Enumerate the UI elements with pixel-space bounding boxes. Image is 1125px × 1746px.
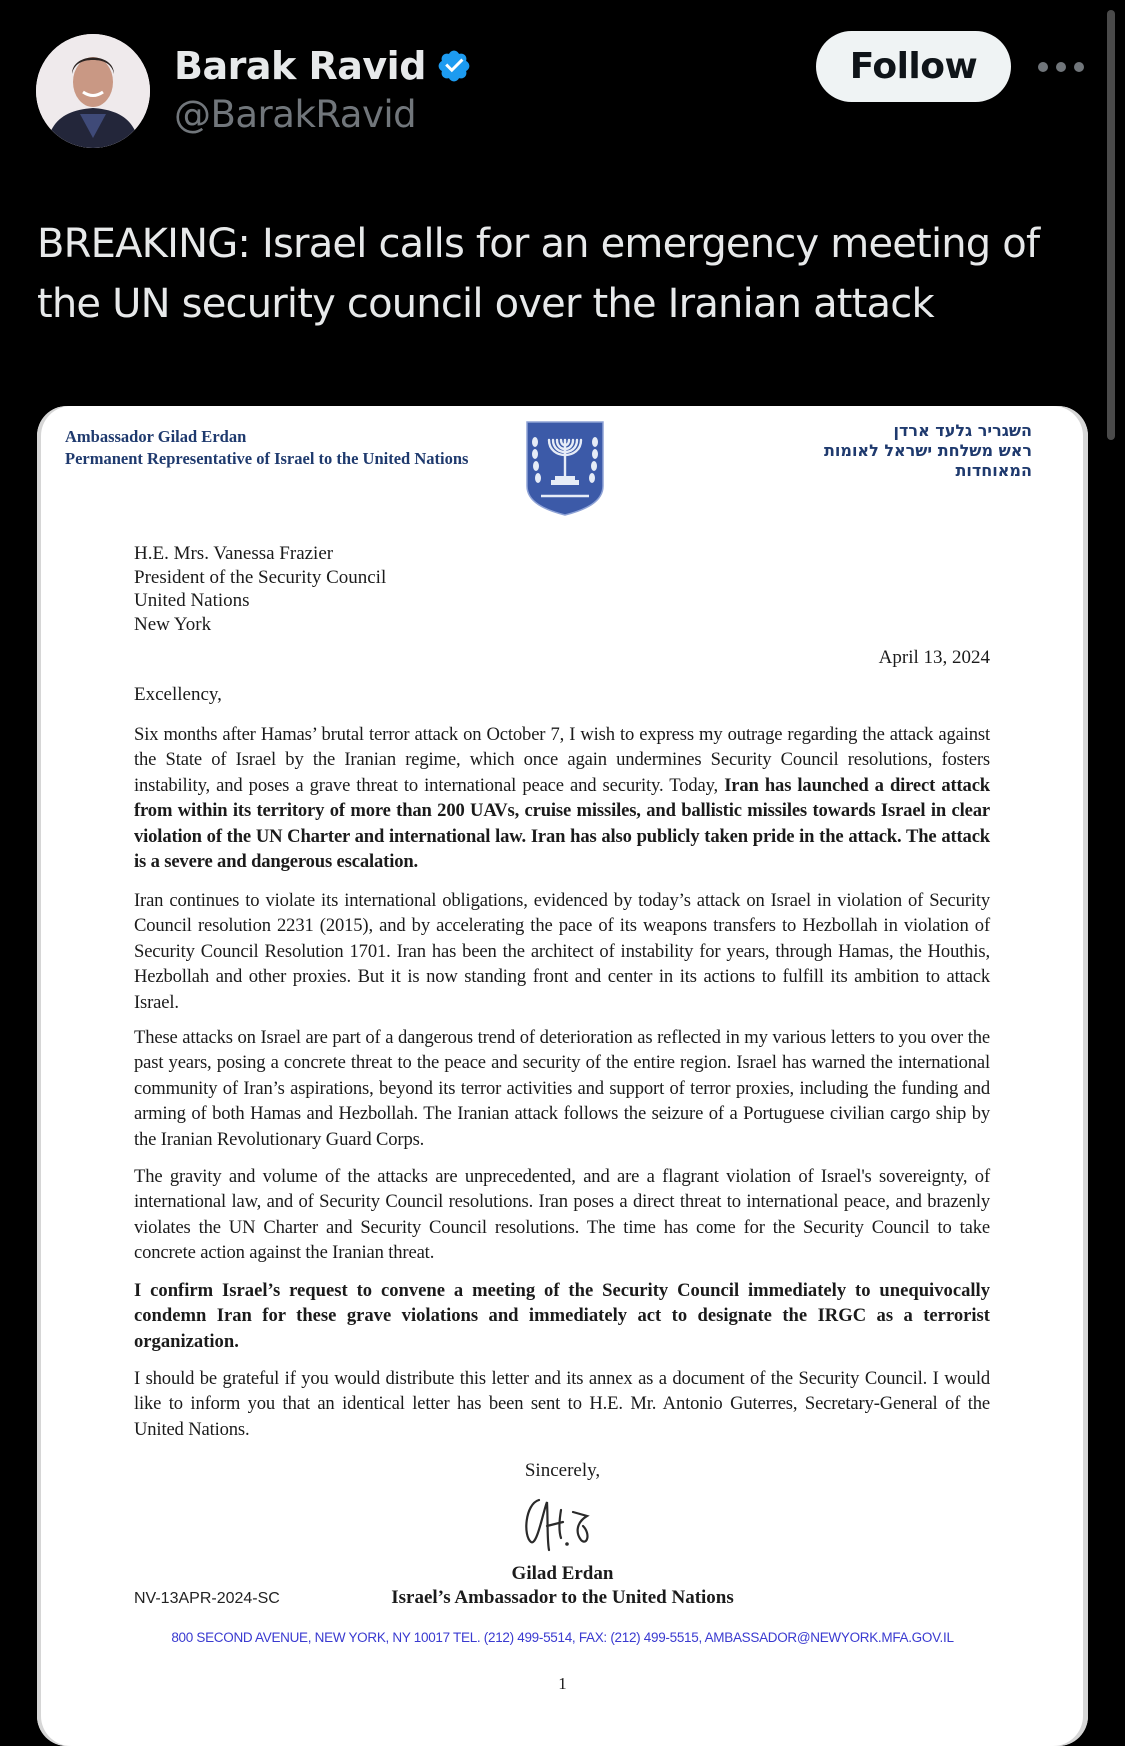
letterhead-line: המאוחדות (955, 461, 1032, 480)
more-options-button[interactable] (1034, 52, 1088, 82)
letterhead-hebrew (824, 421, 1032, 481)
paragraph-6: I should be grateful if you would distribute this letter and its annex as a document of the Security Council. I would like to inform you that an identical letter has been sent to H.E. Mr. Antonio Guterres, Secretary-General of the United Nations. (134, 1368, 990, 1440)
addressee-line: President of the Security Council (134, 566, 387, 588)
more-horizontal-icon-dot (1074, 62, 1084, 72)
reference-code: NV-13APR-2024-SC (134, 1590, 280, 1607)
footer-address: 800 SECOND AVENUE, NEW YORK, NY 10017 TEL. (212) 499-5514, FAX: (212) 499-5515, AMBASSADOR@NEWYORK.MFA.GOV.IL (171, 1630, 954, 1645)
page-number: 1 (558, 1674, 567, 1693)
author-name[interactable]: Barak Ravid (174, 44, 426, 88)
addressee-line: H.E. Mrs. Vanessa Frazier (134, 543, 334, 564)
addressee-block (134, 542, 386, 636)
avatar[interactable] (36, 34, 150, 148)
addressee-line: United Nations (134, 590, 250, 611)
handwritten-signature-icon (517, 1492, 607, 1560)
scrollbar[interactable] (1107, 10, 1115, 440)
signer-title: Israel’s Ambassador to the United Nations (391, 1587, 734, 1608)
paragraph-2: Iran continues to violate its international obligations, evidenced by today’s attack on Israel in violation of Security Council resolution 2231 (2015), and by accelerating the pace of its weapons transfers to Hezbollah in violation of Security Council Resolution 1701. Iran has been the architect of instability for years, through Hamas, the Houthis, Hezbollah and other proxies. But it is now standing front and center in its actions to fulfill its ambition to attack Israel. (134, 890, 990, 1013)
verified-badge-icon (436, 48, 472, 84)
author-name-row (174, 44, 472, 88)
letter-date: April 13, 2024 (878, 647, 990, 668)
tweet-text: BREAKING: Israel calls for an emergency meeting of the UN security council over the Iranian attack (37, 221, 1040, 327)
avatar-photo (36, 34, 150, 148)
emblem-of-israel-icon (525, 420, 605, 516)
paragraph-5-text: I confirm Israel’s request to convene a meeting of the Security Council immediately to unequivocally condemn Iran for these grave violations and immediately act to designate the IRGC as a terrorist organization. (134, 1280, 990, 1352)
salutation: Excellency, (134, 684, 222, 705)
paragraph-1-bold: Iran has launched a direct attack from within its territory of more than 200 UAVs, cruise missiles, and ballistic missiles towards Israel in clear violation of the UN Charter and international law. Iran has also publicly taken pride in the attack. The attack is a severe and dangerous escalation. (134, 774, 990, 873)
letterhead-line: Permanent Representative of Israel to the United Nations (65, 449, 469, 468)
more-horizontal-icon-dot (1038, 62, 1048, 72)
letterhead-line: השגריר גלעד ארדן (893, 421, 1032, 440)
addressee-line: New York (134, 613, 212, 635)
more-horizontal-icon-dot (1056, 62, 1066, 72)
paragraph-1 (134, 722, 990, 874)
paragraph-3: These attacks on Israel are part of a dangerous trend of deterioration as reflected in my various letters to you over the past years, posing a concrete threat to the peace and security of the entire region. Israel has warned the international community of Iran’s aspirations, beyond its terror activities and support of terror proxies, including the funding and arming of both Hamas and Hezbollah. The Iranian attack follows the seizure of a Portuguese civilian cargo ship by the Iranian Revolutionary Guard Corps. (134, 1027, 990, 1150)
follow-button[interactable]: Follow (816, 31, 1011, 102)
paragraph-4: The gravity and volume of the attacks are unprecedented, and are a flagrant violation of Israel's sovereignty, of international law, and of Security Council resolutions. Iran poses a direct threat to international peace, and brazenly violates the UN Charter and Security Council resolutions. The time has come for the Security Council to take concrete action against the Iranian threat. (134, 1166, 990, 1264)
letter-document (37, 406, 1088, 1746)
letterhead-line: Ambassador Gilad Erdan (65, 427, 247, 446)
paragraph-5-bold (134, 1278, 990, 1354)
tweet-media-image[interactable] (37, 406, 1088, 1746)
letterhead-line: ראש משלחת ישראל לאומות (823, 441, 1032, 460)
signer-name: Gilad Erdan (511, 1563, 614, 1584)
closing: Sincerely, (524, 1460, 601, 1481)
author-handle[interactable]: @BarakRavid (174, 93, 417, 136)
paragraph-1-text: Six months after Hamas’ brutal terror attack on October 7, I wish to express my outrage regarding the attack against the State of Israel by the Iranian regime, which once again undermines Security Council resolutions, fosters instability, and poses a grave threat to international peace and security. Today, (134, 724, 990, 796)
letterhead-english (65, 426, 468, 470)
